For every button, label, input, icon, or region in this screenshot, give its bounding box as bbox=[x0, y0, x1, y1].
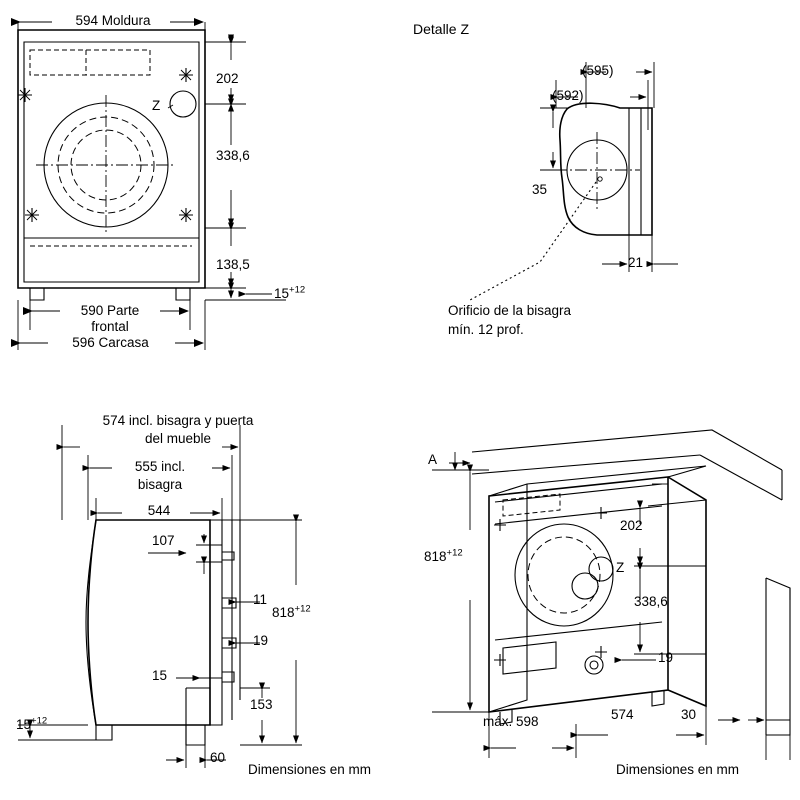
iso-dim-574: 574 bbox=[611, 707, 634, 722]
front-dim-338-6: 338,6 bbox=[216, 148, 250, 163]
side-dim-544: 544 bbox=[147, 503, 171, 518]
side-dim-555-line2: bisagra bbox=[137, 477, 183, 492]
side-dim-574-line1: 574 incl. bisagra y puerta bbox=[102, 413, 254, 428]
front-view-graphic bbox=[18, 22, 286, 350]
detail-dim-21: 21 bbox=[628, 255, 644, 270]
side-dim-107: 107 bbox=[152, 533, 175, 548]
side-dim-60: 60 bbox=[210, 750, 226, 765]
detail-z-title: Detalle Z bbox=[413, 21, 470, 37]
front-part-label-1: 590 Parte bbox=[80, 303, 140, 318]
front-part-label-2: frontal bbox=[91, 319, 129, 334]
housing-label: 596 Carcasa bbox=[72, 335, 149, 350]
detail-dim-35: 35 bbox=[532, 182, 548, 197]
front-callout-z: Z bbox=[152, 98, 161, 113]
detail-dim-595: (595) bbox=[582, 63, 614, 78]
front-width-label: 594 Moldura bbox=[75, 13, 151, 28]
front-dim-15: $15^{+12}$ bbox=[274, 284, 306, 301]
front-dim-138-5: 138,5 bbox=[216, 257, 250, 272]
iso-dim-30: 30 bbox=[681, 707, 697, 722]
side-dim-818: $818^{+12}$ bbox=[272, 603, 311, 620]
front-dim-202: 202 bbox=[216, 71, 239, 86]
iso-dim-max-598: máx. 598 bbox=[483, 714, 539, 729]
detail-dim-592: (592) bbox=[552, 88, 584, 103]
iso-dim-338-6: 338,6 bbox=[634, 594, 668, 609]
side-dim-555-line1: 555 incl. bbox=[134, 459, 186, 474]
iso-label-a: A bbox=[428, 452, 438, 467]
side-dim-574-line2: del mueble bbox=[144, 431, 212, 446]
side-dim-19: 19 bbox=[253, 633, 269, 648]
iso-dim-202: 202 bbox=[620, 518, 643, 533]
side-dim-11: 11 bbox=[253, 592, 268, 607]
iso-dim-19: 19 bbox=[658, 650, 674, 665]
iso-dim-818: $818^{+12}$ bbox=[424, 547, 463, 564]
hinge-note-line1: Orificio de la bisagra bbox=[448, 303, 572, 318]
dims-note-left: Dimensiones en mm bbox=[248, 762, 372, 777]
side-dim-15-left: $15^{+12}$ bbox=[16, 715, 48, 732]
side-dim-15: 15 bbox=[152, 668, 168, 683]
iso-callout-z: Z bbox=[616, 560, 625, 575]
hinge-note-line2: mín. 12 prof. bbox=[448, 322, 524, 337]
side-dim-153: 153 bbox=[250, 697, 273, 712]
dims-note-right: Dimensiones en mm bbox=[616, 762, 740, 777]
